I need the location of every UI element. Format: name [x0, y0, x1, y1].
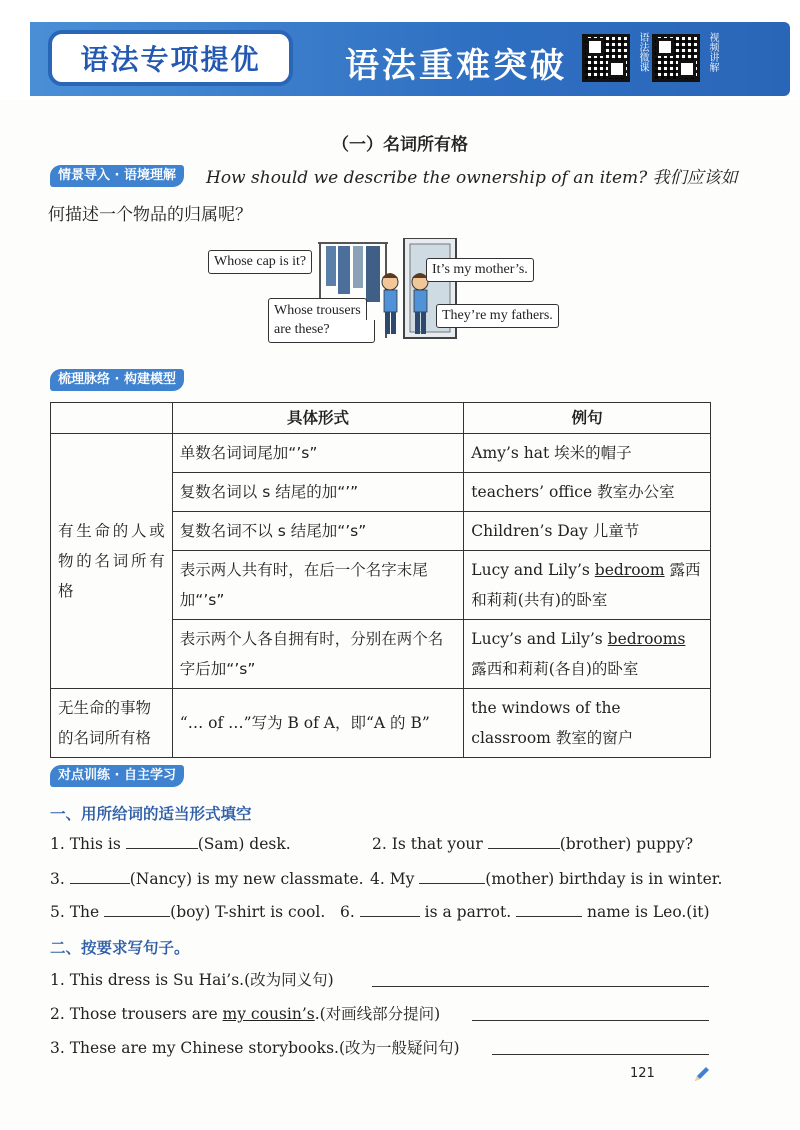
qr-code-icon: [582, 34, 630, 82]
q6-middle: is a parrot.: [419, 903, 517, 921]
speech-bubble-line2: are these?: [268, 320, 375, 343]
page-header: [0, 0, 800, 100]
form-cell: 单数名词词尾加“’s”: [172, 434, 464, 473]
form-cell: “… of …”写为 B of A，即“A 的 B”: [172, 689, 464, 758]
q6-prefix: 6.: [340, 903, 360, 921]
exercise-line: [372, 835, 693, 853]
illustration: [208, 238, 568, 344]
q2-prefix: 2. Is that your: [372, 835, 488, 853]
form-cell: 复数名词以 s 结尾的加“’”: [172, 473, 464, 512]
speech-bubble: It’s my mother’s.: [426, 258, 534, 282]
example-cell: [464, 551, 711, 620]
qr2-label: 视频讲解: [707, 32, 718, 72]
form-cell: 表示两个人各自拥有时，分别在两个名字后加“’s”: [172, 620, 464, 689]
answer-line[interactable]: [492, 1054, 709, 1055]
exercise-line: [50, 835, 291, 853]
grammar-table: [50, 402, 711, 758]
example-text: 露西和莉莉(各自)的卧室: [471, 660, 639, 678]
q5-prefix: 5. The: [50, 903, 105, 921]
answer-blank[interactable]: [516, 903, 582, 917]
part1-title: 一、用所给词的适当形式填空: [50, 805, 252, 823]
q4-prefix: 4. My: [370, 870, 420, 888]
example-text: Lucy and Lily’s: [471, 561, 595, 579]
speech-bubble-line1: Whose trousers: [268, 298, 367, 321]
answer-line[interactable]: [372, 986, 709, 987]
example-text: Lucy’s and Lily’s: [471, 630, 608, 648]
part2-q2-prefix: 2. Those trousers are: [50, 1005, 223, 1023]
exercise-line: [340, 903, 710, 921]
exercise-line: [50, 870, 364, 888]
practice-tag: 对点训练 · 自主学习: [50, 765, 184, 787]
q3-suffix: (Nancy) is my new classmate.: [129, 870, 364, 888]
q3-prefix: 3.: [50, 870, 70, 888]
group1-label: 有生命的人或物的名词所有格: [51, 434, 173, 689]
pencil-icon: [692, 1064, 712, 1084]
exercise-line: [50, 1002, 440, 1024]
form-cell: 表示两人共有时，在后一个名字末尾加“’s”: [172, 551, 464, 620]
table-header-cell: 例句: [464, 403, 711, 434]
intro-text-cn: 何描述一个物品的归属呢？: [48, 205, 252, 225]
q4-suffix: (mother) birthday is in winter.: [485, 870, 723, 888]
example-text: 露西和莉莉(共有)的卧室: [471, 561, 701, 609]
intro-text-en: How should we describe the ownership of an item? 我们应该如: [206, 168, 738, 188]
answer-line[interactable]: [472, 1020, 709, 1021]
table-header-cell: 具体形式: [172, 403, 464, 434]
example-cell: teachers’ office 教室办公室: [464, 473, 711, 512]
header-left-text: 语法专项提优: [80, 43, 261, 76]
q1-prefix: 1. This is: [50, 835, 126, 853]
group2-label: 无生命的事物的名词所有格: [51, 689, 173, 758]
table-row: [51, 434, 711, 473]
table-header-cell: [51, 403, 173, 434]
part2-q1: 1. This dress is Su Hai’s.(改为同义句): [50, 971, 334, 989]
q1-suffix: (Sam) desk.: [197, 835, 291, 853]
exercise-line: [50, 968, 334, 990]
exercise-line: [50, 1036, 460, 1058]
answer-blank[interactable]: [104, 903, 170, 917]
intro-tag: 情景导入 · 语境理解: [50, 165, 184, 187]
answer-blank[interactable]: [360, 903, 420, 917]
qr1-label: 语法微课: [637, 32, 648, 72]
form-cell: 复数名词不以 s 结尾加“’s”: [172, 512, 464, 551]
example-cell: Children’s Day 儿童节: [464, 512, 711, 551]
header-title: 语法重难突破: [345, 46, 567, 86]
section-title: （一）名词所有格: [332, 135, 468, 155]
table-row: [51, 689, 711, 758]
example-cell: Amy’s hat 埃米的帽子: [464, 434, 711, 473]
example-underlined: bedroom: [594, 561, 665, 579]
example-cell: [464, 620, 711, 689]
header-section-label: [48, 30, 293, 86]
q5-suffix: (boy) T-shirt is cool.: [170, 903, 326, 921]
answer-blank[interactable]: [70, 870, 130, 884]
part2-q2-underlined: my cousin’s: [222, 1005, 315, 1023]
example-cell: the windows of the classroom 教室的窗户: [464, 689, 711, 758]
part2-q3: 3. These are my Chinese storybooks.(改为一般疑问句): [50, 1039, 460, 1057]
exercise-line: [50, 903, 325, 921]
q6-suffix: name is Leo.(it): [582, 903, 710, 921]
part2-q2-suffix: .(对画线部分提问): [314, 1005, 441, 1023]
exercise-line: [370, 870, 722, 888]
page-number: 121: [630, 1066, 655, 1081]
speech-bubble: Whose cap is it?: [208, 250, 312, 274]
example-underlined: bedrooms: [607, 630, 686, 648]
speech-bubble: They’re my fathers.: [436, 304, 559, 328]
answer-blank[interactable]: [419, 870, 485, 884]
answer-blank[interactable]: [488, 835, 560, 849]
answer-blank[interactable]: [126, 835, 198, 849]
q2-suffix: (brother) puppy?: [559, 835, 694, 853]
table-header-row: [51, 403, 711, 434]
qr-code-icon: [652, 34, 700, 82]
part2-title: 二、按要求写句子。: [50, 939, 190, 957]
model-tag: 梳理脉络 · 构建模型: [50, 369, 184, 391]
